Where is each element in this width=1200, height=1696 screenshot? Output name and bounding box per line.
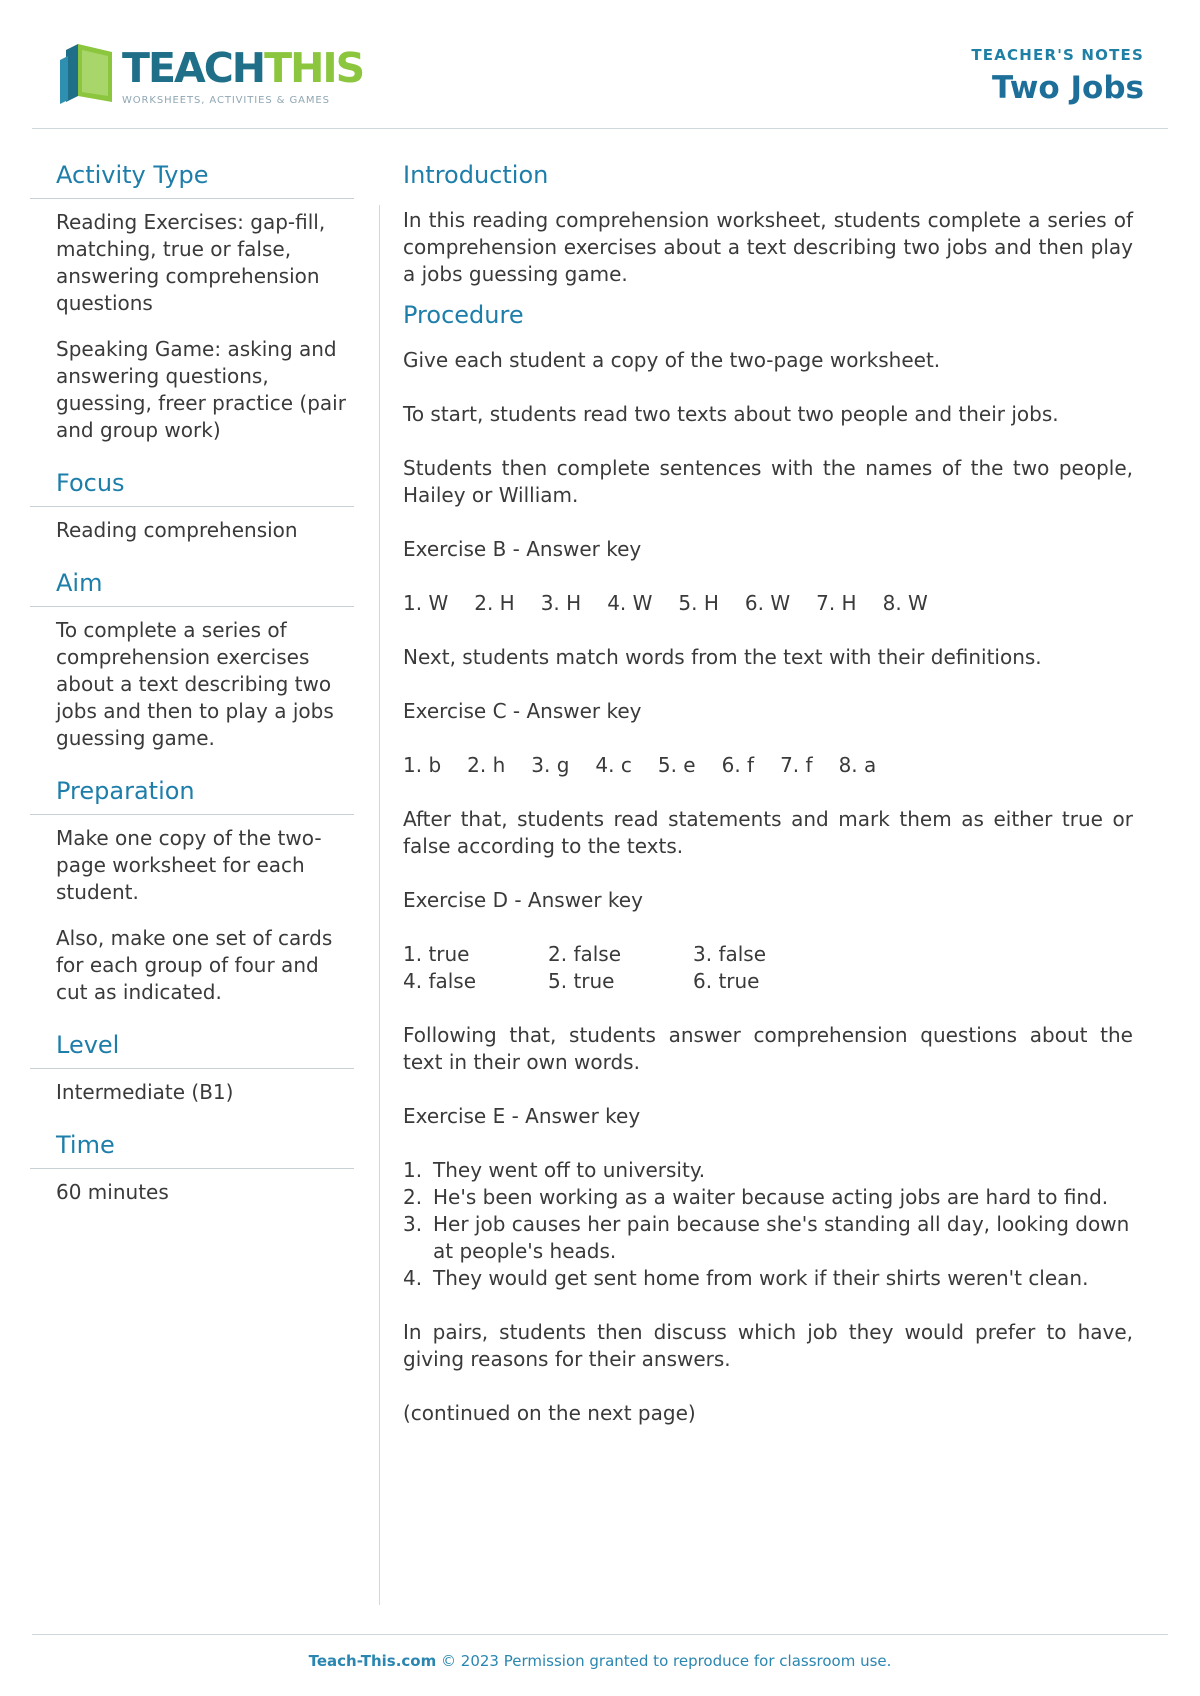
- procedure-step-read: To start, students read two texts about two people and their jobs.: [403, 402, 1059, 426]
- procedure-step-match: Next, students match words from the text with their definitions.: [403, 645, 1042, 669]
- list-item: 1. They went off to university.: [403, 1158, 706, 1182]
- exercise-d-label: Exercise D - Answer key: [403, 888, 643, 912]
- procedure-step-true-false: After that, students read statements and mark them as either true or false according to the texts.: [403, 807, 1133, 858]
- answer-item: 2. h: [467, 753, 506, 777]
- logo-teach: TEACH: [122, 44, 265, 92]
- exercise-b-label: Exercise B - Answer key: [403, 537, 642, 561]
- procedure-step-questions: Following that, students answer comprehension questions about the text in their own words.: [403, 1023, 1133, 1074]
- time-heading: Time: [30, 1130, 354, 1169]
- activity-type-section: [30, 160, 354, 444]
- answer-item: 2. false: [548, 942, 622, 966]
- logo: [56, 40, 364, 112]
- answer-item: 8. a: [838, 753, 877, 777]
- logo-tagline: WORKSHEETS, ACTIVITIES & GAMES: [122, 95, 330, 106]
- exercise-e-label: Exercise E - Answer key: [403, 1104, 641, 1128]
- procedure-step-complete: Students then complete sentences with the names of the two people, Hailey or William.: [403, 456, 1133, 507]
- answer-item: 3. false: [693, 942, 767, 966]
- continued-note: (continued on the next page): [403, 1401, 696, 1425]
- answer-item: 3. g: [531, 753, 570, 777]
- activity-type-heading: Activity Type: [30, 160, 354, 199]
- list-item: 3. Her job causes her pain because she's standing all day, looking down at people's heads.: [403, 1212, 1130, 1263]
- time-section: [30, 1130, 354, 1206]
- main-content: [403, 160, 1133, 1454]
- answer-item: 6. W: [744, 591, 791, 615]
- exercise-d-answers: [403, 941, 1133, 995]
- preparation-section: [30, 776, 354, 1006]
- focus-section: [30, 468, 354, 544]
- answer-item: 4. W: [607, 591, 653, 615]
- level-text: Intermediate (B1): [56, 1080, 234, 1104]
- level-section: [30, 1030, 354, 1106]
- exercise-b-answers: [403, 590, 1133, 617]
- sidebar: [30, 160, 354, 1230]
- exercise-e-answers: [403, 1157, 1133, 1292]
- time-text: 60 minutes: [56, 1180, 169, 1204]
- answer-item: 3. H: [540, 591, 582, 615]
- answer-item: 5. e: [657, 753, 696, 777]
- preparation-heading: Preparation: [30, 776, 354, 815]
- answer-item: 7. f: [780, 753, 813, 777]
- activity-type-speaking: Speaking Game: asking and answering questions, guessing, freer practice (pair and group work): [56, 337, 346, 442]
- introduction-text: In this reading comprehension worksheet, students complete a series of comprehension exercises about a text describing two jobs and then play a jobs guessing game.: [403, 208, 1133, 286]
- logo-wordmark: [122, 42, 363, 94]
- answer-item: 5. true: [548, 969, 615, 993]
- answer-item: 8. W: [882, 591, 928, 615]
- focus-heading: Focus: [30, 468, 354, 507]
- answer-item: 4. false: [403, 969, 477, 993]
- column-divider: [379, 205, 380, 1605]
- aim-heading: Aim: [30, 568, 354, 607]
- answer-item: 1. b: [403, 753, 442, 777]
- aim-section: [30, 568, 354, 752]
- page-title: Two Jobs: [992, 70, 1144, 106]
- notes-label: TEACHER'S NOTES: [971, 46, 1144, 64]
- answer-item: 6. f: [721, 753, 755, 777]
- introduction-heading: Introduction: [403, 161, 549, 189]
- activity-type-reading: Reading Exercises: gap-fill, matching, true or false, answering comprehension questions: [56, 210, 326, 315]
- logo-this: THIS: [264, 44, 364, 92]
- answer-item: 5. H: [678, 591, 719, 615]
- list-item: 4. They would get sent home from work if their shirts weren't clean.: [403, 1266, 1089, 1290]
- footer: [0, 1652, 1200, 1670]
- aim-text: To complete a series of comprehension exercises about a text describing two jobs and then to play a jobs guessing game.: [56, 618, 334, 750]
- answer-item: 4. c: [595, 753, 632, 777]
- header-divider: [32, 128, 1168, 129]
- exercise-c-answers: [403, 752, 1133, 779]
- footer-site-link[interactable]: Teach-This.com: [308, 1652, 437, 1670]
- exercise-c-label: Exercise C - Answer key: [403, 699, 642, 723]
- procedure-step-discuss: In pairs, students then discuss which job they would prefer to have, giving reasons for their answers.: [403, 1320, 1133, 1371]
- answer-item: 1. true: [403, 942, 470, 966]
- footer-divider: [32, 1634, 1168, 1635]
- footer-copyright: © 2023 Permission granted to reproduce for classroom use.: [441, 1652, 892, 1670]
- procedure-heading: Procedure: [403, 301, 524, 329]
- level-heading: Level: [30, 1030, 354, 1069]
- focus-text: Reading comprehension: [56, 518, 298, 542]
- answer-item: 6. true: [693, 969, 760, 993]
- answer-item: 2. H: [474, 591, 515, 615]
- answer-item: 1. W: [403, 591, 449, 615]
- preparation-copy: Make one copy of the two-page worksheet for each student.: [56, 826, 322, 904]
- list-item: 2. He's been working as a waiter because acting jobs are hard to find.: [403, 1185, 1109, 1209]
- answer-item: 7. H: [816, 591, 857, 615]
- preparation-cards: Also, make one set of cards for each group of four and cut as indicated.: [56, 926, 333, 1004]
- book-logo-icon: [56, 40, 118, 106]
- procedure-step-copy: Give each student a copy of the two-page worksheet.: [403, 348, 941, 372]
